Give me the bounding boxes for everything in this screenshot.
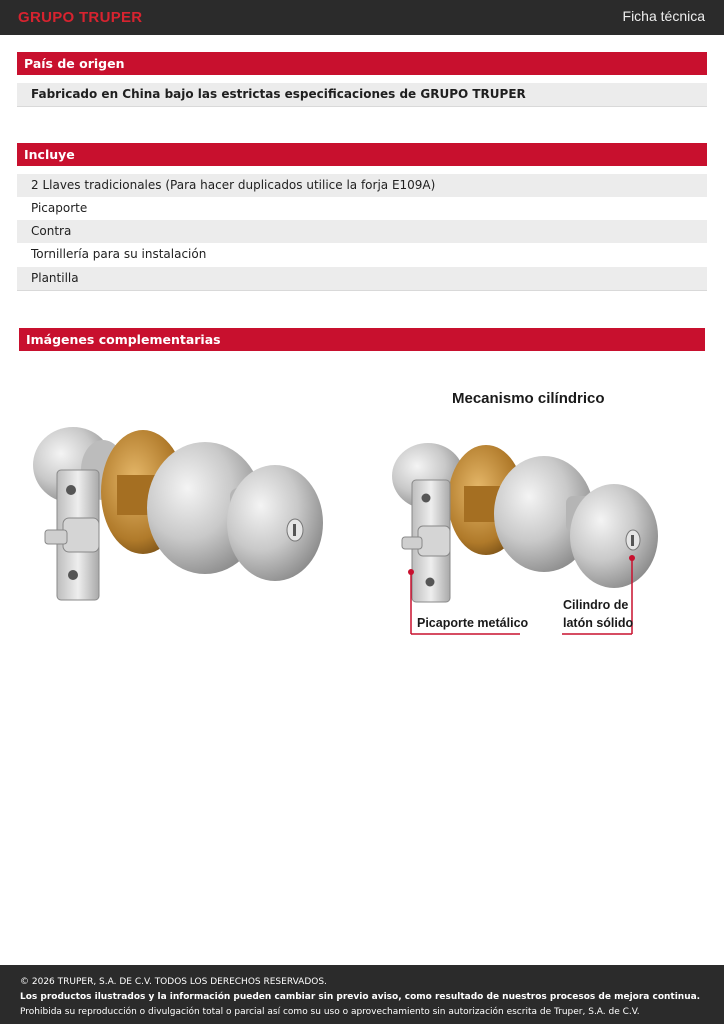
divider	[17, 290, 707, 291]
knob-lock-image	[25, 420, 325, 605]
section-origin-title: País de origen	[17, 52, 707, 75]
footer-copyright: © 2026 TRUPER, S.A. DE C.V. TODOS LOS DERECHOS RESERVADOS.	[20, 977, 327, 987]
section-images-title: Imágenes complementarias	[19, 328, 705, 351]
list-item: Plantilla	[17, 267, 707, 290]
footer-notice: Los productos ilustrados y la información pueden cambiar sin previo aviso, como resultado de nuestros procesos de mejora continua.	[20, 992, 701, 1002]
callout-cylinder-label-line2: latón sólido	[563, 616, 634, 630]
list-item: Tornillería para su instalación	[31, 247, 207, 261]
footer	[0, 965, 724, 1024]
origin-text: Fabricado en China bajo las estrictas especificaciones de GRUPO TRUPER	[17, 83, 707, 106]
callout-latch-label: Picaporte metálico	[417, 616, 529, 630]
list-item: 2 Llaves tradicionales (Para hacer duplicados utilice la forja E109A)	[17, 174, 707, 197]
footer-prohibition: Prohibida su reproducción o divulgación total o parcial así como su uso o aprovechamiento sin autorización escrita de Truper, S.A. de C.V.	[20, 1007, 640, 1017]
document-type: Ficha técnica	[622, 8, 705, 24]
callout-cylinder-label-line1: Cilindro de	[563, 598, 629, 612]
top-bar	[0, 0, 724, 35]
section-includes-title: Incluye	[17, 143, 707, 166]
divider	[17, 106, 707, 107]
list-item: Contra	[17, 220, 707, 243]
diagram-title: Mecanismo cilíndrico	[452, 390, 605, 407]
brand-logo: GRUPO TRUPER	[18, 9, 143, 26]
list-item: Picaporte	[31, 201, 88, 215]
